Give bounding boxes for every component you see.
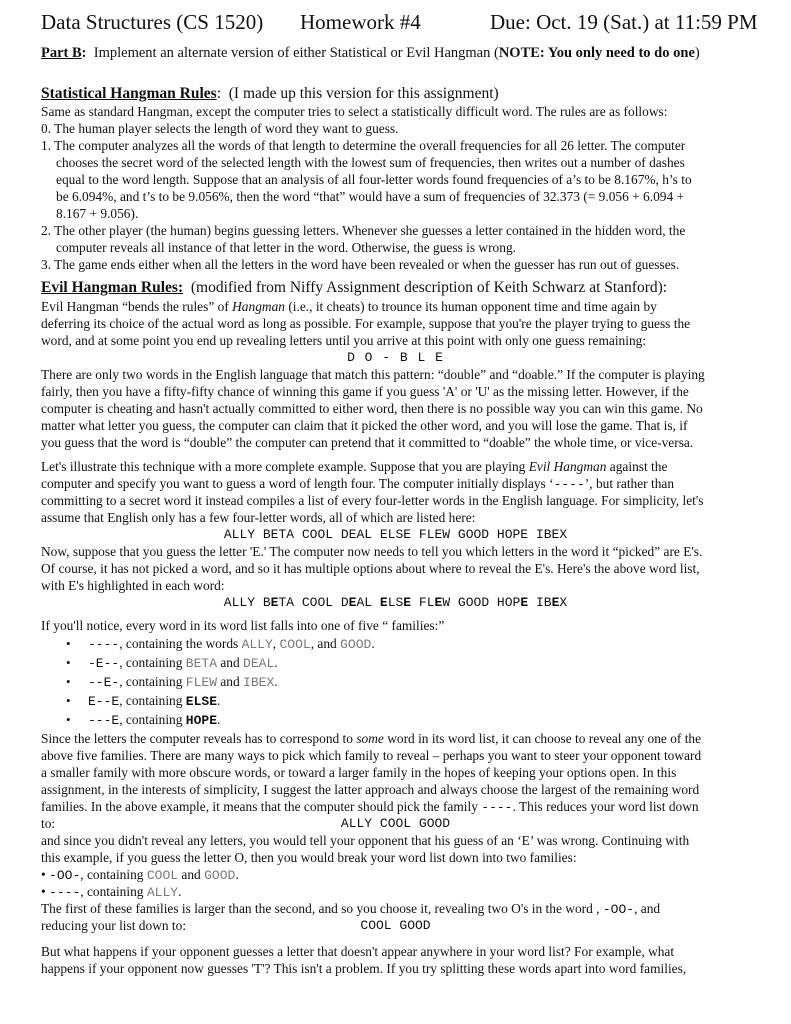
stat-line: chooses the secret word of the selected length with the lowest sum of frequencies, then writes out a number of dashes — [56, 155, 685, 170]
family-item: -E--, containing BETA and DEAL. — [88, 655, 278, 671]
stat-line: 3. The game ends either when all the letters in the word have been revealed or when the guesser has run out of guesses. — [41, 257, 680, 272]
stat-title: Statistical Hangman Rules — [41, 85, 217, 102]
stat-line: equal to the word length. Suppose that an analysis of all four-letter words found frequencies of a’s to be 8.167%, h’s to — [56, 172, 692, 187]
bullet-icon: • — [66, 712, 71, 727]
evil-p3-line: computer and specify you want to guess a word of length four. The computer initially displays ‘----’, but rather than — [41, 476, 675, 492]
pattern-example: D O - B L E — [347, 350, 444, 365]
evil-p2-line: computer is cheating and hasn't actually committed to either word, then there is no possible way you can win this game. No — [41, 401, 703, 416]
family-item: ----, containing the words ALLY, COOL, and GOOD. — [88, 636, 375, 652]
stat-line: 1. The computer analyzes all the words of that length to determine the overall frequencies for all 26 letter. The computer — [41, 138, 686, 153]
stat-line: 2. The other player (the human) begins guessing letters. Whenever she guesses a letter contained in the hidden word, the — [41, 223, 686, 238]
evil-p3-line: Let's illustrate this technique with a more complete example. Suppose that you are playing Evil Hangman against the — [41, 459, 668, 474]
family-item: ---E, containing HOPE. — [88, 712, 221, 728]
evil-p9-line: happens if your opponent now guesses 'T'? This isn't a problem. If you try splitting these words apart into word families, — [41, 961, 687, 976]
bullet-icon: • — [66, 655, 71, 670]
evil-heading — [41, 279, 667, 296]
evil-p1-line: Evil Hangman “bends the rules” of Hangman (i.e., it cheats) to trounce its human opponent time and time again by — [41, 299, 657, 314]
stat-line: 8.167 + 9.056). — [56, 206, 139, 221]
evil-p7-line: and since you didn't reveal any letters, you would tell your opponent that his guess of an ‘E’ was wrong. Continuing with — [41, 833, 690, 848]
stat-subtitle: (I made up this version for this assignment) — [228, 85, 499, 102]
part-b-label: Part B — [41, 45, 82, 61]
evil-p2-line: There are only two words in the English language that match this pattern: “double” and “doable.” If the computer is playing — [41, 367, 705, 382]
evil-p6-line: assignment, in the interests of simplicity, I suggest the latter approach and always choose the largest of the remaining word — [41, 782, 700, 797]
evil-p6-line: Since the letters the computer reveals has to correspond to some word in its word list, it can choose to reveal any one of the — [41, 731, 702, 746]
evil-p4-line: Now, suppose that you guess the letter 'E.' The computer now needs to tell you which letters in the word it “picked” are E's. — [41, 544, 703, 559]
homework-title: Homework #4 — [300, 10, 421, 34]
due-date: Due: Oct. 19 (Sat.) at 11:59 PM — [490, 10, 758, 34]
stat-line: 0. The human player selects the length of word they want to guess. — [41, 121, 399, 136]
part-b-line: Part B: Implement an alternate version of either Statistical or Evil Hangman (NOTE: You only need to do one) — [41, 45, 700, 61]
evil-p8-line: The first of these families is larger than the second, and so you choose it, revealing two O's in the word , -OO-, and — [41, 901, 661, 917]
evil-p4-line: with E's highlighted in each word: — [41, 578, 225, 593]
evil-p3-line: assume that English only has a few four-letter words, all of which are listed here: — [41, 510, 476, 525]
evil-p1-line: word, and at some point you end up revealing letters until you arrive at this point with only one guess remaining: — [41, 333, 647, 348]
evil-p6-line: families. In the above example, it means that the computer should pick the family ----. This reduces your word list down — [41, 799, 699, 815]
evil-p2-line: you guess that the word is “double” the computer can pretend that it committed to “doable” the whole time, or vice-versa. — [41, 435, 694, 450]
stat-line: be 6.094%, and t’s to be 9.056%, then the word “that” would have a sum of frequencies of 32.373 (= 9.056 + 6.094 + — [56, 189, 685, 204]
final-word-list: COOL GOOD — [360, 918, 431, 933]
evil-p6-line: above five families. There are many ways to pick which family to reveal – perhaps you want to steer your opponent toward — [41, 748, 702, 763]
stat-line: computer reveals all instance of that letter in the word. Otherwise, the guess is wrong. — [56, 240, 516, 255]
stat-heading: Statistical Hangman Rules: (I made up this version for this assignment) — [41, 85, 499, 102]
evil-p6-line: to: — [41, 816, 56, 831]
evil-p2-line: fairly, then you have a fifty-fifty chance of winning this game if you guess 'A' or 'U' as the missing letter. However, if the — [41, 384, 689, 399]
evil-p3-line: committing to a secret word it instead compiles a list of every four-letter words in the English language. For simplicity, let's — [41, 493, 704, 508]
evil-p7-line: this example, if you guess the letter O, then you would break your word list down into two families: — [41, 850, 577, 865]
evil-p8-line: reducing your list down to: — [41, 918, 187, 933]
evil-subtitle: (modified from Niffy Assignment description of Keith Schwarz at Stanford): — [190, 279, 668, 296]
stat-line: Same as standard Hangman, except the computer tries to select a statistically difficult word. The rules are as follows: — [41, 104, 668, 119]
evil-p6-line: a smaller family with more obscure words, or toward a larger family in the hopes of keeping your options open. In this — [41, 765, 677, 780]
evil-p5-line: If you'll notice, every word in its word list falls into one of five “ families:” — [41, 618, 445, 633]
course-title: Data Structures (CS 1520) — [41, 10, 264, 34]
part-b-note: NOTE: You only need to do one — [498, 45, 695, 61]
bullet-icon: • — [66, 674, 71, 689]
family-item: • -OO-, containing COOL and GOOD. — [41, 867, 239, 883]
word-list: ALLY BETA COOL DEAL ELSE FLEW GOOD HOPE IBEX — [223, 527, 568, 542]
evil-p2-line: matter what letter you guess, the computer can claim that it picked the other word, and you will lose the game. That is, if — [41, 418, 688, 433]
highlighted-word-list: ALLY BETA COOL DEAL ELSE FLEW GOOD HOPE IBEX — [223, 595, 568, 610]
family-item: --E-, containing FLEW and IBEX. — [88, 674, 278, 690]
family-item: • ----, containing ALLY. — [41, 884, 182, 900]
evil-p9-line: But what happens if your opponent guesses a letter that doesn't appear anywhere in your word list? For example, what — [41, 944, 675, 959]
evil-title: Evil Hangman Rules: — [41, 279, 184, 296]
reduced-word-list: ALLY COOL GOOD — [340, 816, 451, 831]
family-item: E--E, containing ELSE. — [88, 693, 221, 709]
evil-p4-line: Of course, it has not picked a word, and so it has multiple options about where to reveal the E's. Here's the above word list, — [41, 561, 700, 576]
bullet-icon: • — [66, 636, 71, 651]
evil-p1-line: deferring its choice of the actual word as long as possible. For example, suppose that you're the player trying to guess the — [41, 316, 691, 331]
bullet-icon: • — [66, 693, 71, 708]
